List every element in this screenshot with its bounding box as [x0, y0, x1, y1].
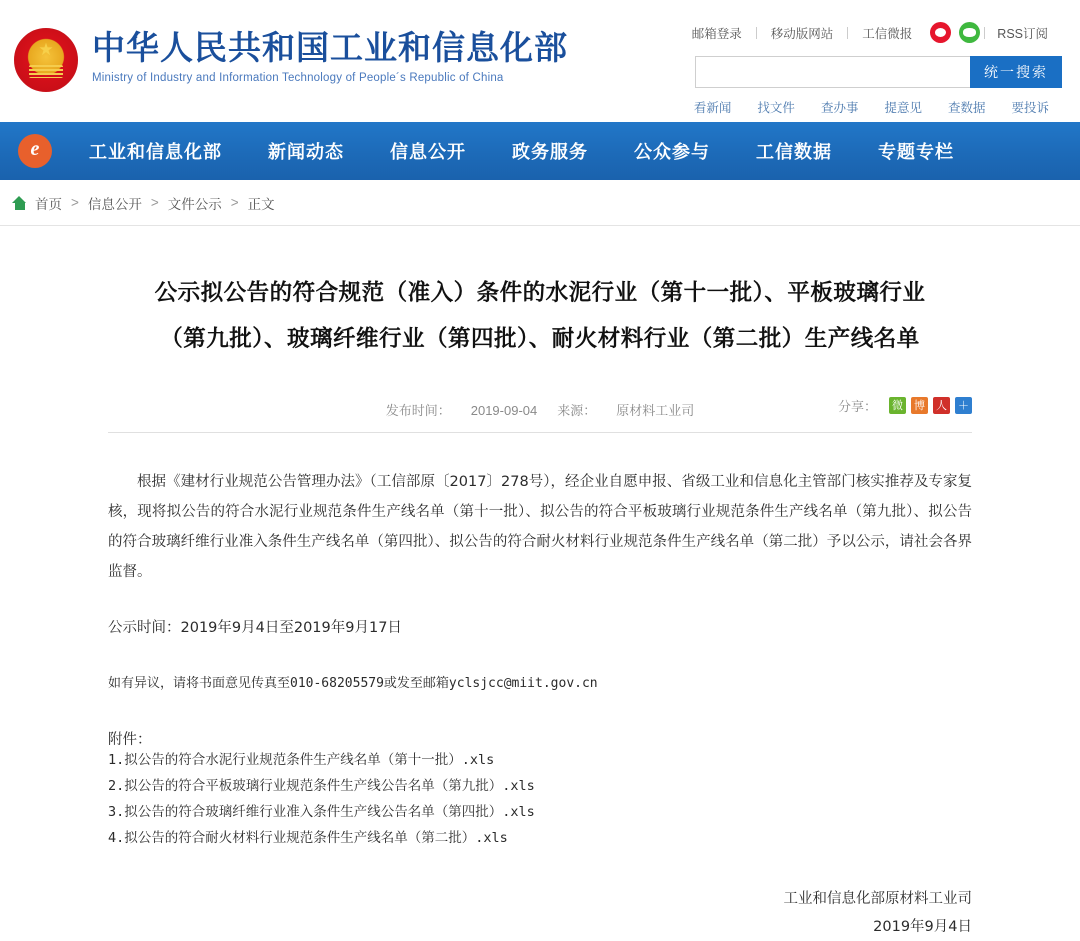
weibo-share-icon[interactable]: 博 [911, 397, 928, 414]
breadcrumb-item-documents[interactable]: 文件公示 [167, 196, 222, 212]
home-icon [12, 196, 27, 210]
breadcrumb [0, 180, 1080, 226]
attachment-item[interactable]: 3.拟公告的符合玻璃纤维行业准入条件生产线公告名单（第四批）.xls [108, 804, 535, 820]
more-share-icon[interactable]: ＋ [955, 397, 972, 414]
national-emblem-icon [14, 28, 78, 92]
quick-link-complaint[interactable]: 要投诉 [1011, 101, 1049, 115]
wechat-share-icon[interactable]: 微 [889, 397, 906, 414]
article-signature [108, 885, 972, 941]
attachment-item[interactable]: 4.拟公告的符合耐火材料行业规范条件生产线名单（第二批）.xls [108, 830, 508, 846]
signature-org: 工业和信息化部原材料工业司 [783, 891, 972, 907]
article-meta [108, 400, 972, 433]
site-logo[interactable] [14, 28, 568, 92]
breadcrumb-separator: > [150, 195, 159, 210]
publish-label: 发布时间： [385, 403, 451, 418]
nav-item-topics[interactable]: 专题专栏 [878, 142, 954, 163]
main-nav [0, 122, 1080, 180]
attachment-item[interactable]: 2.拟公告的符合平板玻璃行业规范条件生产线公告名单（第九批）.xls [108, 778, 535, 794]
attachment-item[interactable]: 1.拟公告的符合水泥行业规范条件生产线名单（第十一批）.xls [108, 752, 495, 768]
breadcrumb-separator: > [71, 195, 79, 210]
article [0, 226, 1080, 941]
page-title-line-1: 公示拟公告的符合规范（准入）条件的水泥行业（第十一批）、平板玻璃行业 [154, 280, 926, 306]
source-label: 来源： [557, 403, 597, 418]
nav-item-news[interactable]: 新闻动态 [268, 142, 344, 163]
nav-item-data[interactable]: 工信数据 [756, 142, 832, 163]
article-body [108, 467, 972, 941]
breadcrumb-home[interactable]: 首页 [35, 196, 62, 212]
article-paragraph-1: 根据《建材行业规范公告管理办法》（工信部原〔2017〕278号），经企业自愿申报、省级工业和信息化主管部门核实推荐及专家复核，现将拟公告的符合水泥行业规范条件生产线名单（第十一批）、拟公告的符合平板玻璃行业规范条件生产线名单（第九批）、拟公告的符合玻璃纤维行业准入条件生产线名单（第四批）、拟公告的符合耐火材料行业规范条件生产线名单（第二批）予以公示，请社会各界监督。 [108, 474, 972, 580]
top-link-weibao[interactable]: 工信微报 [862, 26, 913, 41]
source-value: 原材料工业司 [616, 403, 695, 418]
signature-date: 2019年9月4日 [873, 919, 972, 935]
nav-item-ministry[interactable]: 工业和信息化部 [89, 142, 222, 163]
article-paragraph-3: 如有异议，请将书面意见传真至010-68205579或发至邮箱yclsjcc@miit.gov.cn [108, 676, 598, 691]
site-title-cn: 中华人民共和国工业和信息化部 [92, 28, 568, 67]
breadcrumb-separator: > [230, 195, 239, 210]
nav-item-disclosure[interactable]: 信息公开 [390, 142, 466, 163]
nav-item-services[interactable]: 政务服务 [512, 142, 588, 163]
attachment-list [108, 747, 972, 851]
share-label: 分享： [837, 399, 877, 414]
quick-link-documents[interactable]: 找文件 [757, 101, 795, 115]
search-input[interactable] [695, 56, 970, 88]
quick-link-feedback[interactable]: 提意见 [884, 101, 922, 115]
article-paragraph-2: 公示时间：2019年9月4日至2019年9月17日 [108, 620, 402, 636]
nav-item-participation[interactable]: 公众参与 [634, 142, 710, 163]
site-header [0, 0, 1080, 122]
renren-share-icon[interactable]: 人 [933, 397, 950, 414]
rss-link[interactable]: RSS订阅 [997, 26, 1048, 41]
attachments-label: 附件： [108, 732, 152, 748]
quick-links [681, 98, 1062, 116]
breadcrumb-item-disclosure[interactable]: 信息公开 [87, 196, 142, 212]
page-title [108, 226, 972, 362]
quick-link-news[interactable]: 看新闻 [693, 101, 732, 115]
publish-date: 2019-09-04 [470, 403, 538, 418]
breadcrumb-item-current: 正文 [247, 196, 275, 212]
search-button[interactable]: 统一搜索 [970, 56, 1062, 88]
page-title-line-2: （第九批）、玻璃纤维行业（第四批）、耐火材料行业（第二批）生产线名单 [160, 326, 920, 352]
top-link-mail[interactable]: 邮箱登录 [691, 26, 742, 41]
search-bar [695, 56, 1062, 88]
top-links [678, 22, 1062, 43]
wechat-icon[interactable] [959, 22, 980, 43]
top-link-mobile[interactable]: 移动版网站 [770, 26, 834, 41]
ie-home-icon[interactable] [18, 134, 52, 168]
quick-link-data[interactable]: 查数据 [947, 101, 986, 115]
share-box [838, 396, 972, 415]
weibo-icon[interactable] [930, 22, 951, 43]
quick-link-services[interactable]: 查办事 [820, 101, 859, 115]
site-title-en: Ministry of Industry and Information Technology of People´s Republic of China [92, 72, 504, 84]
